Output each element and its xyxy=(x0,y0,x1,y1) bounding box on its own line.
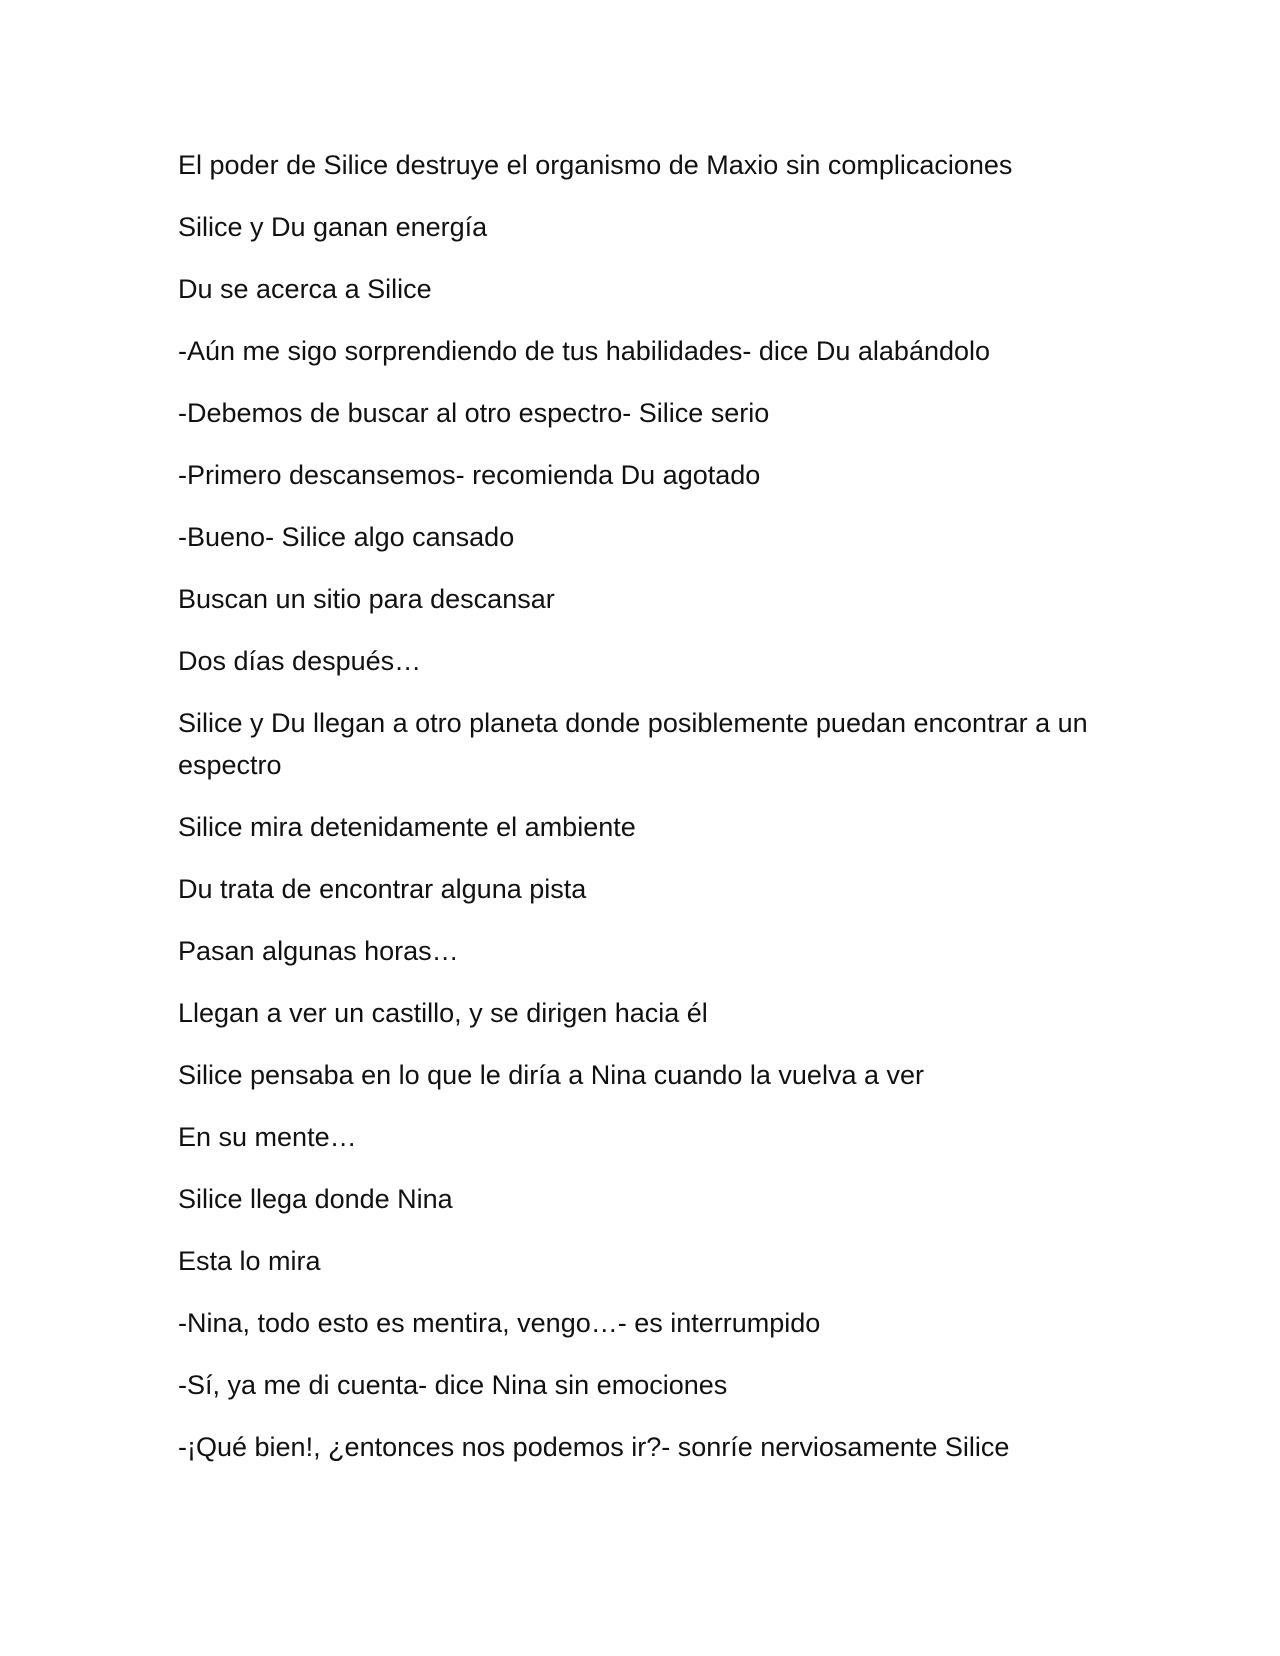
paragraph: -Aún me sigo sorprendiendo de tus habilidades- dice Du alabándolo xyxy=(178,336,991,366)
paragraph: -Nina, todo esto es mentira, vengo…- es interrumpido xyxy=(178,1308,821,1338)
paragraph: Buscan un sitio para descansar xyxy=(178,584,555,614)
paragraph: Du trata de encontrar alguna pista xyxy=(178,874,587,904)
paragraph: Silice llega donde Nina xyxy=(178,1184,453,1214)
paragraph: Silice y Du ganan energía xyxy=(178,212,488,242)
document-body xyxy=(178,144,1098,1488)
paragraph: -Debemos de buscar al otro espectro- Silice serio xyxy=(178,398,770,428)
paragraph: El poder de Silice destruye el organismo de Maxio sin complicaciones xyxy=(178,150,1013,180)
paragraph: Llegan a ver un castillo, y se dirigen hacia él xyxy=(178,998,708,1028)
paragraph: Du se acerca a Silice xyxy=(178,274,432,304)
paragraph: -¡Qué bien!, ¿entonces nos podemos ir?- sonríe nerviosamente Silice xyxy=(178,1432,1010,1462)
paragraph: -Primero descansemos- recomienda Du agotado xyxy=(178,460,761,490)
paragraph: Dos días después… xyxy=(178,646,422,676)
paragraph: Esta lo mira xyxy=(178,1246,321,1276)
paragraph: -Bueno- Silice algo cansado xyxy=(178,522,515,552)
paragraph: En su mente… xyxy=(178,1122,357,1152)
paragraph: Silice pensaba en lo que le diría a Nina cuando la vuelva a ver xyxy=(178,1060,924,1090)
paragraph: Pasan algunas horas… xyxy=(178,936,459,966)
paragraph: -Sí, ya me di cuenta- dice Nina sin emociones xyxy=(178,1370,728,1400)
paragraph: Silice y Du llegan a otro planeta donde posiblemente puedan encontrar a un espectro xyxy=(178,708,1088,780)
paragraph: Silice mira detenidamente el ambiente xyxy=(178,812,636,842)
